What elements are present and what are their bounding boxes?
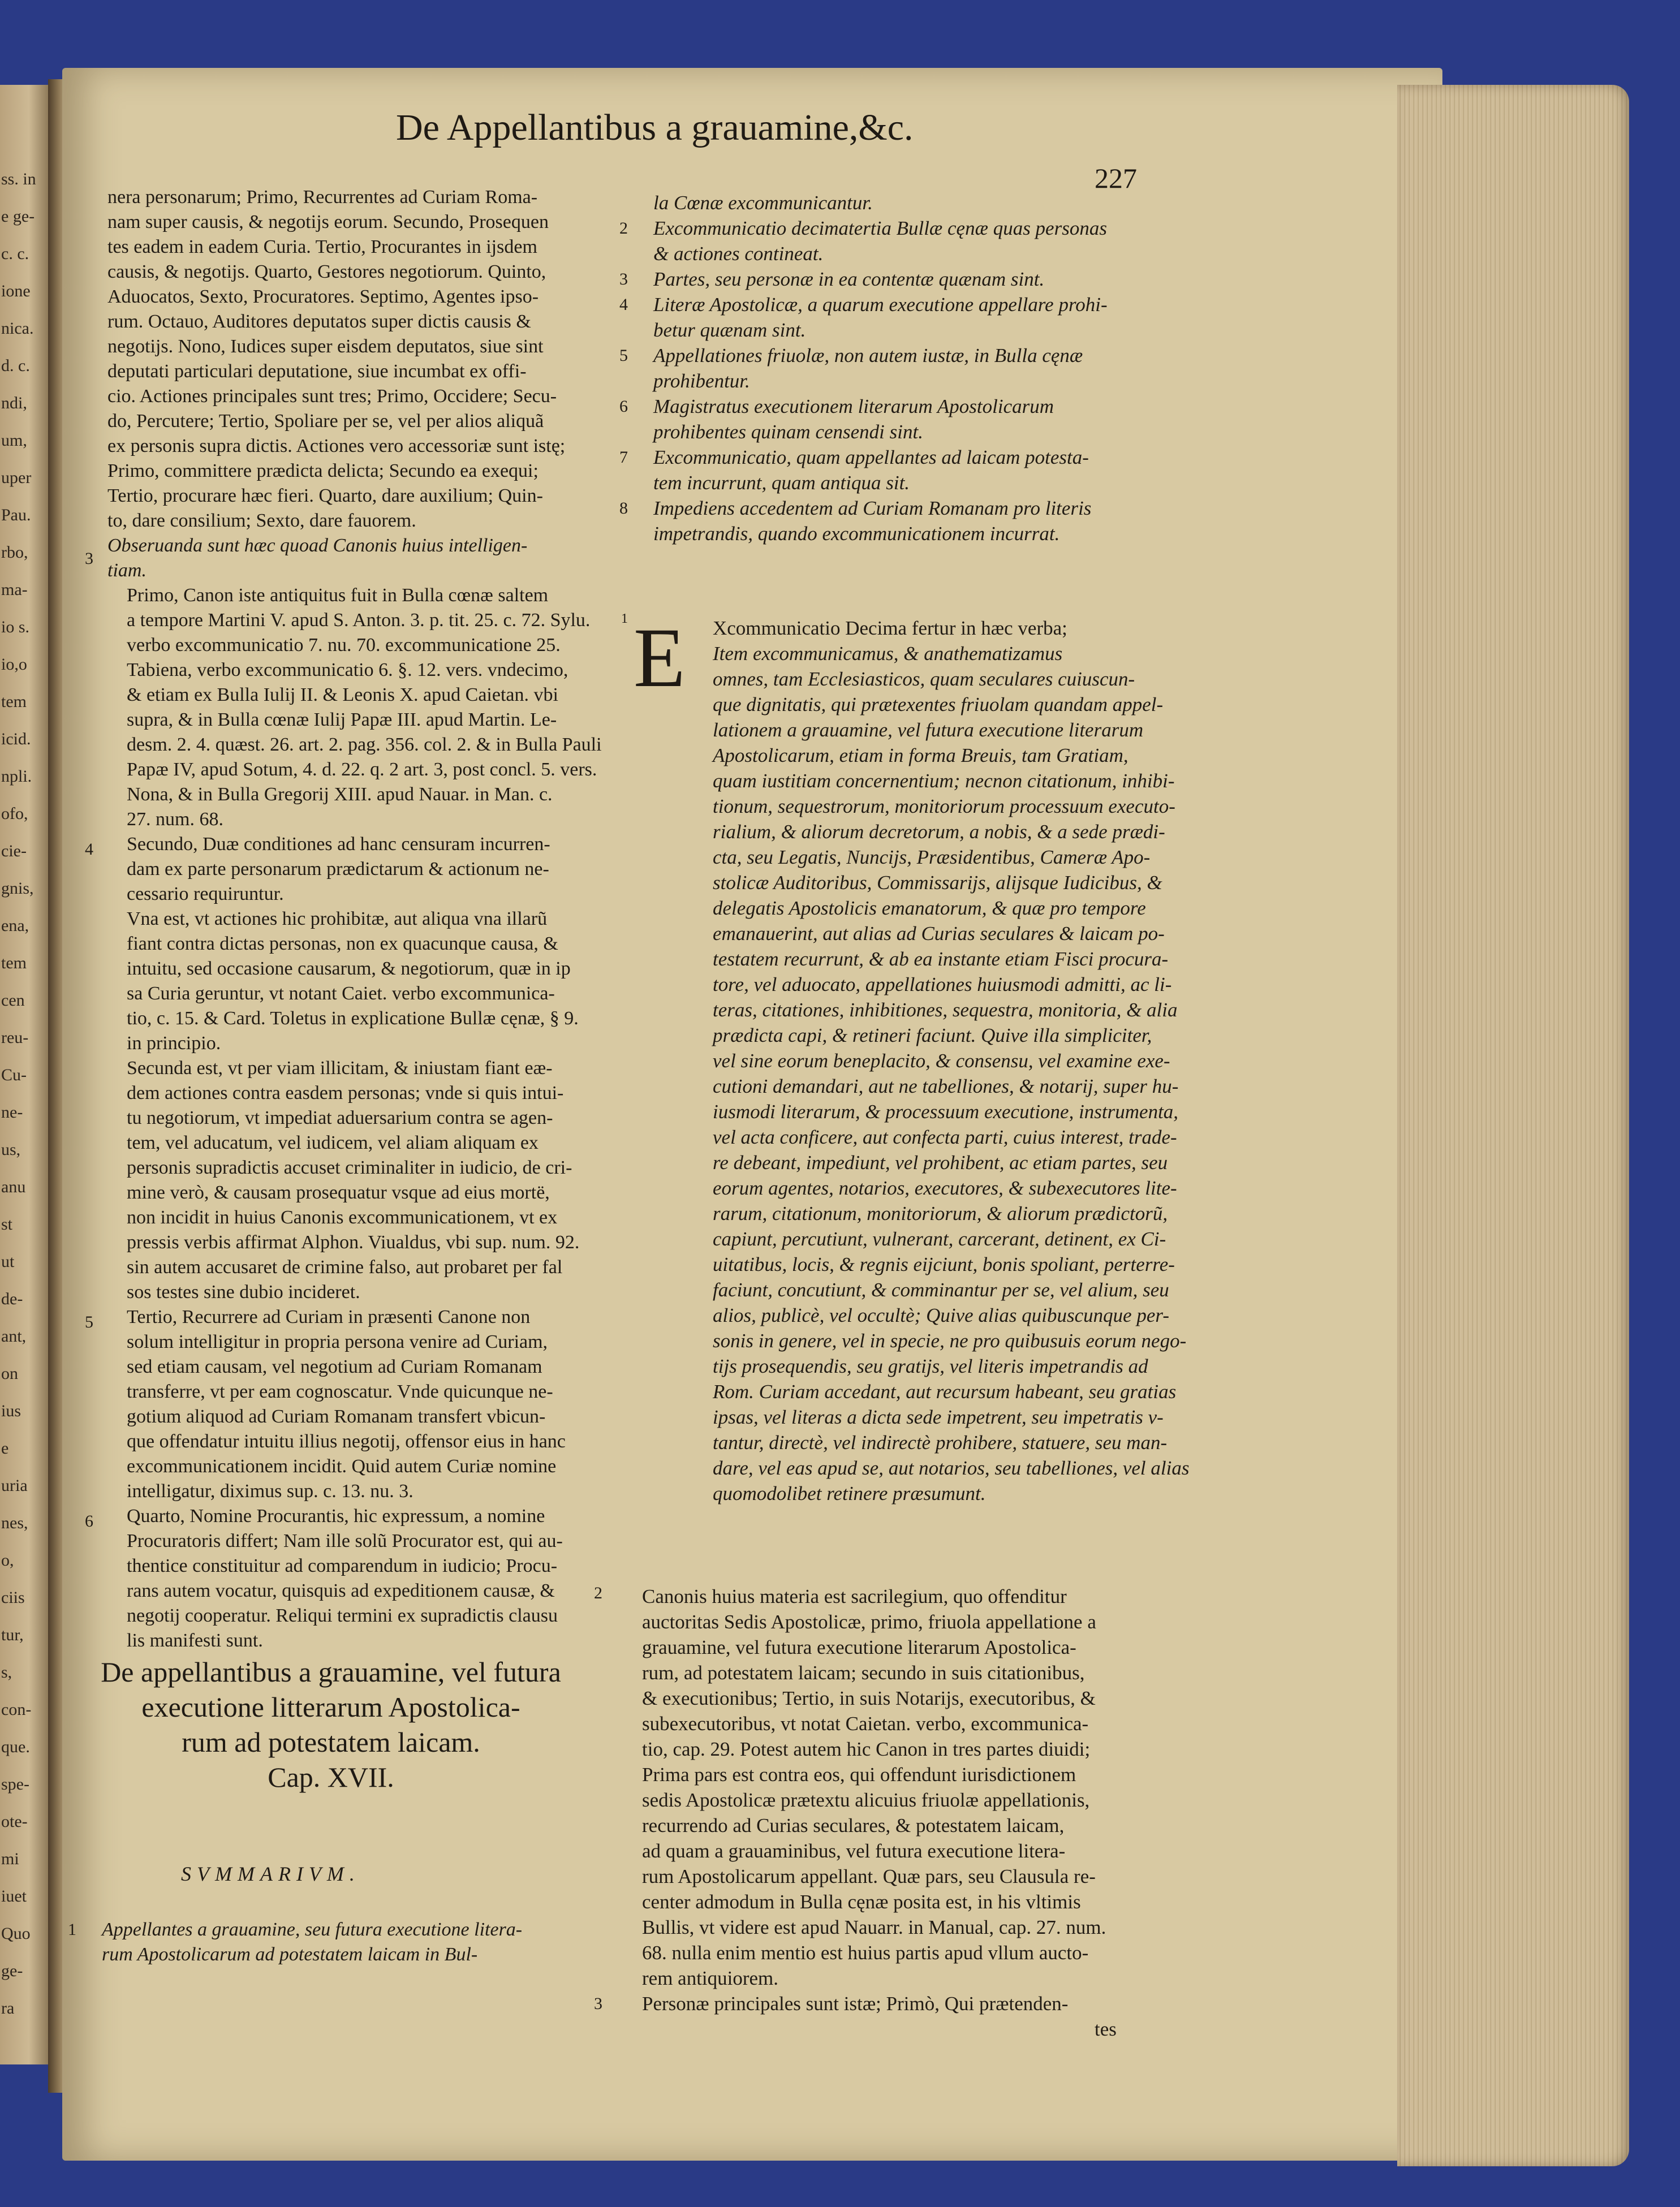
text-line: Quarto, Nomine Procurantis, hic expressum, a nomine [127,1506,545,1527]
chapter-title [68,1654,594,1795]
text-line: Secunda est, vt per viam illicitam, & iniustam fiant eæ- [127,1058,553,1079]
text-line: rans autem vocatur, quisquis ad expeditionem causæ, & [127,1580,555,1601]
text-line: gotium aliquod ad Curiam Romanam transfert vbicun- [127,1406,546,1427]
summarium-text: Impediens accedentem ad Curiam Romanam pro literis [653,497,1092,519]
text-line: sa Curia geruntur, vt notant Caiet. verbo excommunica- [127,983,555,1004]
summarium-line [631,470,1108,495]
facing-page-fragment: tur, [1,1626,24,1644]
summarium-text: Excommunicatio decimatertia Bullæ cęnæ quas personas [653,217,1107,239]
text-line: auctoritas Sedis Apostolicæ, primo, friuola appellatione a [642,1611,1096,1633]
summarium-number: 6 [619,397,628,416]
facing-page-fragment: rbo, [1,543,28,562]
facing-page-fragment: tem [1,692,27,711]
text-line: Bullis, vt videre est apud Nauarr. in Manual, cap. 27. num. [642,1916,1106,1938]
text-line: cio. Actiones principales sunt tres; Primo, Occidere; Secu- [107,386,557,407]
text-line: Aduocatos, Sexto, Procuratores. Septimo, Agentes ipso- [107,286,539,307]
text-line: pressis verbis affirmat Alphon. Viualdus, vbi sup. num. 92. [127,1232,580,1253]
text-line: cessario requiruntur. [127,883,284,904]
margin-number-2: 2 [594,1584,602,1602]
facing-page-fragment: ote- [1,1812,28,1831]
summarium-text: prohibentur. [653,370,750,392]
text-line: sedis Apostolicæ prætextu alicuius friuolæ appellationis, [642,1789,1090,1811]
text-line: to, dare consilium; Sexto, dare fauorem. [107,510,416,531]
facing-page-fragment: spe- [1,1775,29,1794]
facing-page-fragment: ge- [1,1962,23,1980]
drop-cap: E [634,611,686,705]
text-line: Tertio, procurare hæc fieri. Quarto, dare auxilium; Quin- [107,485,543,506]
facing-page-fragment: ne- [1,1103,23,1122]
facing-page-fragment: anu [1,1178,26,1196]
text-line: 27. num. 68. [127,809,223,830]
summarium-text: Magistratus executionem literarum Apostolicarum [653,395,1054,417]
text-line: verbo excommunicatio 7. nu. 70. excommunicatione 25. [127,635,561,656]
summarium-line [619,215,1108,241]
text-line: Rom. Curiam accedant, aut recursum habeant, seu gratias [713,1381,1177,1403]
text-line: & executionibus; Tertio, in suis Notarijs, executoribus, & [642,1687,1096,1709]
facing-page-fragment: uria [1,1476,28,1495]
facing-page-fragment: s, [1,1663,12,1682]
facing-page-edge [0,85,48,2064]
facing-page-fragment: e [1,1439,9,1458]
text-line: tes [1095,2018,1117,2040]
facing-page-fragment: us, [1,1140,21,1159]
text-line: nam super causis, & negotijs eorum. Secundo, Prosequen [107,212,549,232]
item-6 [85,1504,602,1653]
facing-page-fragment: e ge- [1,207,35,226]
text-line: ipsas, vel literas a dicta sede impetrent, seu impetratis v- [713,1406,1164,1428]
text-line: ex personis supra dictis. Actiones vero accessoriæ sunt istę; [107,436,566,456]
text-line: faciunt, concutiunt, & comminantur per se, vel alium, seu [713,1279,1169,1301]
facing-page-fragment: ione [1,282,31,300]
facing-page-fragment: Quo [1,1924,31,1943]
text-line: Primo, Canon iste antiquitus fuit in Bulla cœnæ saltem [127,585,549,606]
facing-page-fragment: io s. [1,618,30,636]
text-line: grauamine, vel futura executione literarum Apostolica- [642,1636,1076,1658]
text-line: negotij cooperatur. Reliqui termini ex supradictis clausu [127,1605,558,1626]
text-line: eorum agentes, notarios, executores, & subexecutores lite- [713,1177,1177,1199]
text-line: desm. 2. 4. quæst. 26. art. 2. pag. 356. col. 2. & in Bulla Pauli [127,734,602,755]
text-line: lis manifesti sunt. [127,1630,263,1651]
summarium-continued [68,1917,523,1967]
text-line: tantur, directè, vel indirectè prohibere, statuere, seu man- [713,1432,1168,1454]
chapter-title-line: De appellantibus a grauamine, vel futura [101,1656,561,1688]
summarium-line [631,521,1108,546]
primo-paragraph [107,583,602,832]
text-line: cta, seu Legatis, Nuncijs, Præsidentibus, Cameræ Apo- [713,846,1151,868]
text-line: vel acta conficere, aut confecta parti, cuius interest, trade- [713,1126,1177,1148]
facing-page-fragment: gnis, [1,879,34,898]
margin-number-3-right: 3 [594,1994,602,2013]
facing-page-fragment: ant, [1,1327,27,1346]
summarium-line [619,394,1108,419]
summarium-line [619,266,1108,292]
vna-paragraph [107,907,602,1056]
text-line: sonis in genere, vel in specie, ne pro quibusuis eorum nego- [713,1330,1187,1352]
text-line: dem actiones contra easdem personas; vnde si quis intui- [127,1083,564,1104]
text-line: Nona, & in Bulla Gregorij XIII. apud Nauar. in Man. c. [127,784,553,805]
secunda-paragraph [107,1056,602,1305]
text-line: teras, citationes, inhibitiones, sequestra, monitoria, & alia [713,999,1178,1021]
text-line: a tempore Martini V. apud S. Anton. 3. p. tit. 25. c. 72. Sylu. [127,610,591,631]
text-line: uitatibus, locis, & regnis eijciunt, bonis spoliant, perterre- [713,1253,1175,1275]
text-line: mine verò, & causam prosequatur vsque ad eius mortë, [127,1182,550,1203]
text-line: rum. Octauo, Auditores deputatos super dictis causis & [107,311,531,332]
text-line: causis, & negotijs. Quarto, Gestores negotiorum. Quinto, [107,261,546,282]
text-line: testatem recurrunt, & ab ea instante etiam Fisci procura- [713,948,1169,970]
text-line: Apostolicarum, etiam in forma Breuis, tam Gratiam, [713,744,1128,766]
text-line: tio, c. 15. & Card. Toletus in explicatione Bullæ cęnæ, § 9. [127,1008,579,1029]
facing-page-fragment: io,o [1,655,27,674]
facing-page-fragment: c. c. [1,244,29,263]
facing-page-fragment: cie- [1,842,27,860]
facing-page-fragment: ena, [1,916,29,935]
text-line: rum Apostolicarum appellant. Quæ pars, seu Clausula re- [642,1865,1096,1887]
text-line: excommunicationem incidit. Quid autem Curiæ nomine [127,1456,557,1477]
text-line: quomodolibet retinere præsumunt. [713,1482,986,1505]
text-line: Tertio, Recurrere ad Curiam in præsenti Canone non [127,1307,531,1327]
summarium-number: 3 [619,270,628,288]
summarium-line [619,495,1108,521]
summarium-line [631,241,1108,266]
summarium-text: tem incurrunt, quam antiqua sit. [653,472,910,494]
text-line: intuitu, sed occasione causarum, & negotiorum, quæ in ip [127,958,571,979]
summarium-line [631,190,1108,215]
summarium-line [619,445,1108,470]
summarium-text: Appellantes a grauamine, seu futura executione litera- [102,1919,523,1940]
text-line: Xcommunicatio Decima fertur in hæc verba; [713,617,1067,639]
text-line: quam iustitiam concernentium; necnon citationum, inhibi- [713,770,1175,792]
text-line: rialium, & aliorum decretorum, a nobis, & a sede prædi- [713,821,1165,843]
text-line: tionum, sequestrorum, monitoriorum processuum executo- [713,795,1175,817]
summarium-line [68,1917,523,1942]
text-line: vel sine eorum beneplacito, & consensu, vel examine exe- [713,1050,1170,1072]
facing-page-fragment: ciis [1,1588,25,1607]
summarium-text: la Cœnæ excommunicantur. [653,192,873,214]
text-line: do, Percutere; Tertio, Spoliare per se, vel per alios aliquã [107,411,544,432]
text-line: ad quam a grauaminibus, vel futura executione litera- [642,1840,1066,1862]
canonis-paragraph [594,1584,1106,1991]
text-line: thentice constituitur ad comparendum in iudicio; Procu- [127,1555,558,1576]
canon-text [713,615,1189,1506]
summarium-number: 4 [619,295,628,314]
text-line: que dignitatis, qui prætexentes friuolam quandam appel- [713,693,1164,715]
text-line: Prima pars est contra eos, qui offendunt iurisdictionem [642,1764,1076,1786]
facing-page-fragment: reu- [1,1028,29,1047]
text-line: sos testes sine dubio incideret. [127,1282,360,1303]
facing-page-fragment: npli. [1,767,32,786]
text-line: re debeant, impediunt, vel prohibent, ac etiam partes, seu [713,1152,1168,1174]
text-line: rem antiquiorem. [642,1967,779,1989]
text-line: Papæ IV, apud Sotum, 4. d. 22. q. 2 art. 3, post concl. 5. vers. [127,759,597,780]
text-line: Tabiena, verbo excommunicatio 6. §. 12. vers. vndecimo, [127,659,568,680]
facing-page-fragment: ofo, [1,804,28,823]
text-line: sin autem accusaret de crimine falso, aut probaret per fal [127,1257,563,1278]
facing-page-fragment: ius [1,1402,21,1420]
text-line: negotijs. Nono, Iudices super eisdem deputatos, siue sint [107,336,544,357]
text-line: lationem a grauamine, vel futura executione literarum [713,719,1144,741]
page-number: 227 [1095,162,1137,194]
summarium-line [631,368,1108,394]
summarium-line [79,1942,522,1967]
item-3 [85,533,602,583]
text-line: recurrendo ad Curias seculares, & potestatem laicam, [642,1814,1065,1837]
text-line: Canonis huius materia est sacrilegium, quo offenditur [642,1585,1067,1607]
summarium-number: 7 [619,448,628,467]
text-line: tes eadem in eadem Curia. Tertio, Procurantes in ijsdem [107,236,537,257]
summarium-text: & actiones contineat. [653,243,824,265]
running-head: De Appellantibus a grauamine,&c. [396,107,914,148]
facing-page-fragment: ut [1,1252,15,1271]
facing-page-fragment: ss. in [1,170,36,188]
text-line: nera personarum; Primo, Recurrentes ad Curiam Roma- [107,187,538,208]
margin-number-5: 5 [85,1313,93,1331]
summarium-number: 1 [68,1920,76,1939]
text-line: supra, & in Bulla cœnæ Iulij Papæ III. apud Martin. Le- [127,709,557,730]
chapter-title-line: executione litterarum Apostolica- [141,1691,520,1723]
facing-page-fragment: on [1,1364,18,1383]
facing-page-fragment: Pau. [1,506,31,524]
summarium-text: prohibentes quinam censendi sint. [653,421,923,443]
text-line: center admodum in Bulla cęnæ posita est, in his vltimis [642,1891,1081,1913]
summarium-text: Appellationes friuolæ, non autem iustæ, in Bulla cęnæ [653,344,1083,367]
text-line: & etiam ex Bulla Iulij II. & Leonis X. apud Caietan. vbi [127,684,558,705]
text-line: Personæ principales sunt istæ; Primò, Qui prætenden- [642,1993,1069,2015]
chapter-title-line: rum ad potestatem laicam. [182,1726,480,1758]
summarium-heading: SVMMARIVM. [181,1863,360,1885]
facing-page-fragment: que. [1,1738,30,1756]
text-line: alios, publicè, vel occultè; Quive alias quibuscunque per- [713,1304,1169,1326]
facing-page-fragment: mi [1,1850,19,1868]
facing-page-fragment: de- [1,1290,23,1308]
summarium-line [631,419,1108,445]
summarium-text: betur quænam sint. [653,319,806,341]
summarium-text: Excommunicatio, quam appellantes ad laicam potesta- [653,446,1089,468]
summarium-text: rum Apostolicarum ad potestatem laicam in Bul- [102,1944,478,1965]
text-line: prædicta capi, & retineri faciunt. Quive illa simpliciter, [713,1024,1152,1046]
facing-page-fragment: o, [1,1551,14,1570]
text-line: Secundo, Duæ conditiones ad hanc censuram incurren- [127,834,550,855]
text-line: sed etiam causam, vel negotium ad Curiam Romanam [127,1356,542,1377]
text-line: rum, ad potestatem laicam; secundo in suis citationibus, [642,1662,1085,1684]
left-column [85,185,602,1653]
facing-page-fragment: nes, [1,1514,28,1532]
facing-page-fragment: uper [1,468,32,487]
text-line: omnes, tam Ecclesiasticos, quam seculares cuiuscun- [713,668,1135,690]
text-line: 68. nulla enim mentio est huius partis apud vllum aucto- [642,1942,1089,1964]
page-edges [1397,85,1629,2166]
facing-page-fragment: ma- [1,580,28,599]
text-line: deputati particulari deputatione, siue incumbat ex offi- [107,361,527,382]
summarium-line [631,317,1108,343]
text-line: fiant contra dictas personas, non ex quacunque causa, & [127,933,558,954]
summarium-number: 2 [619,219,628,238]
facing-page-fragment: con- [1,1700,32,1719]
facing-page-fragment: iuet [1,1887,27,1906]
text-line: Vna est, vt actiones hic prohibitæ, aut aliqua vna illarũ [127,908,548,929]
facing-page-fragment: nica. [1,319,34,338]
text-line: dare, vel eas apud se, aut notarios, seu tabelliones, vel alias [713,1457,1190,1479]
text-line: delegatis Apostolicis emanatorum, & quæ pro tempore [713,897,1146,919]
text-line: in principio. [127,1033,221,1054]
text-line: tore, vel aduocato, appellationes huiusmodi admitti, ac li- [713,973,1172,995]
facing-page-fragment: icid. [1,730,31,748]
text-line: stolicæ Auditoribus, Commissarijs, alijsque Iudicibus, & [713,872,1162,894]
chapter-title-line: Cap. XVII. [268,1761,394,1793]
text-line: subexecutoribus, vt notat Caietan. verbo, excommunica- [642,1713,1089,1735]
text-line: tio, cap. 29. Potest autem hic Canon in tres partes diuidi; [642,1738,1091,1760]
margin-number-1: 1 [621,611,628,626]
facing-page-fragment: um, [1,431,27,450]
text-line: intelligatur, diximus sup. c. 13. nu. 3. [127,1481,413,1502]
facing-page-fragment: tem [1,954,27,972]
text-line: tu negotiorum, vt impediat aduersarium contra se agen- [127,1107,553,1128]
margin-number-4: 4 [85,840,93,859]
text-line: tem, vel aducatum, vel iudicem, vel aliam aliquam ex [127,1132,539,1153]
text-line: Item excommunicamus, & anathematizamus [713,643,1063,665]
text-line: cutioni demandari, aut ne tabelliones, & notarij, super hu- [713,1075,1179,1097]
text-line: emanauerint, aut alias ad Curias seculares & laicam po- [713,923,1165,945]
summarium-number: 8 [619,499,628,518]
summarium-list [619,190,1108,546]
text-line: Primo, committere prædicta delicta; Secundo ea exequi; [107,460,539,481]
summarium-text: Partes, seu personæ in ea contentæ quænam sint. [653,268,1045,290]
text-line: que offendatur intuitu illius negotij, offensor eius in hanc [127,1431,566,1452]
facing-page-fragment: cen [1,991,25,1010]
text-line: capiunt, percutiunt, vulnerant, carcerant, detinent, ex Ci- [713,1228,1166,1250]
text-line: rarum, citationum, monitoriorum, & aliorum prædictorũ, [713,1202,1168,1225]
summarium-text: Literæ Apostolicæ, a quarum executione appellare prohi- [653,294,1108,316]
text-line: non incidit in huius Canonis excommunicationem, vt ex [127,1207,558,1228]
text-line: dam ex parte personarum prædictarum & actionum ne- [127,859,549,880]
margin-number-3: 3 [85,549,93,568]
summarium-line [619,292,1108,317]
text-line: personis supradictis accuset criminaliter in iudicio, de cri- [127,1157,572,1178]
text-line: solum intelligitur in propria persona venire ad Curiam, [127,1331,548,1352]
facing-page-fragment: ndi, [1,394,27,412]
text-line: Procuratoris differt; Nam ille solũ Procurator est, qui au- [127,1531,563,1551]
text-line: Obseruanda sunt hæc quoad Canonis huius intelligen- [107,535,528,556]
facing-page-fragment: Cu- [1,1066,27,1084]
left-block-1 [107,185,602,533]
facing-page-fragment: ra [1,1999,15,2018]
text-line: tiam. [107,560,147,581]
text-line: tijs prosequendis, seu gratijs, vel literis impetrandis ad [713,1355,1148,1377]
facing-page-fragment: st [1,1215,13,1234]
facing-page-fragment: d. c. [1,356,30,375]
text-line: iusmodi literarum, & processuum executione, instrumenta, [713,1101,1179,1123]
persona-paragraph [594,1991,1117,2042]
summarium-line [619,343,1108,368]
margin-number-6: 6 [85,1512,93,1531]
item-4 [85,832,602,907]
item-5 [85,1305,602,1504]
text-line: transferre, vt per eam cognoscatur. Vnde quicunque ne- [127,1381,553,1402]
summarium-number: 5 [619,346,628,365]
summarium-text: impetrandis, quando excommunicationem incurrat. [653,523,1060,545]
